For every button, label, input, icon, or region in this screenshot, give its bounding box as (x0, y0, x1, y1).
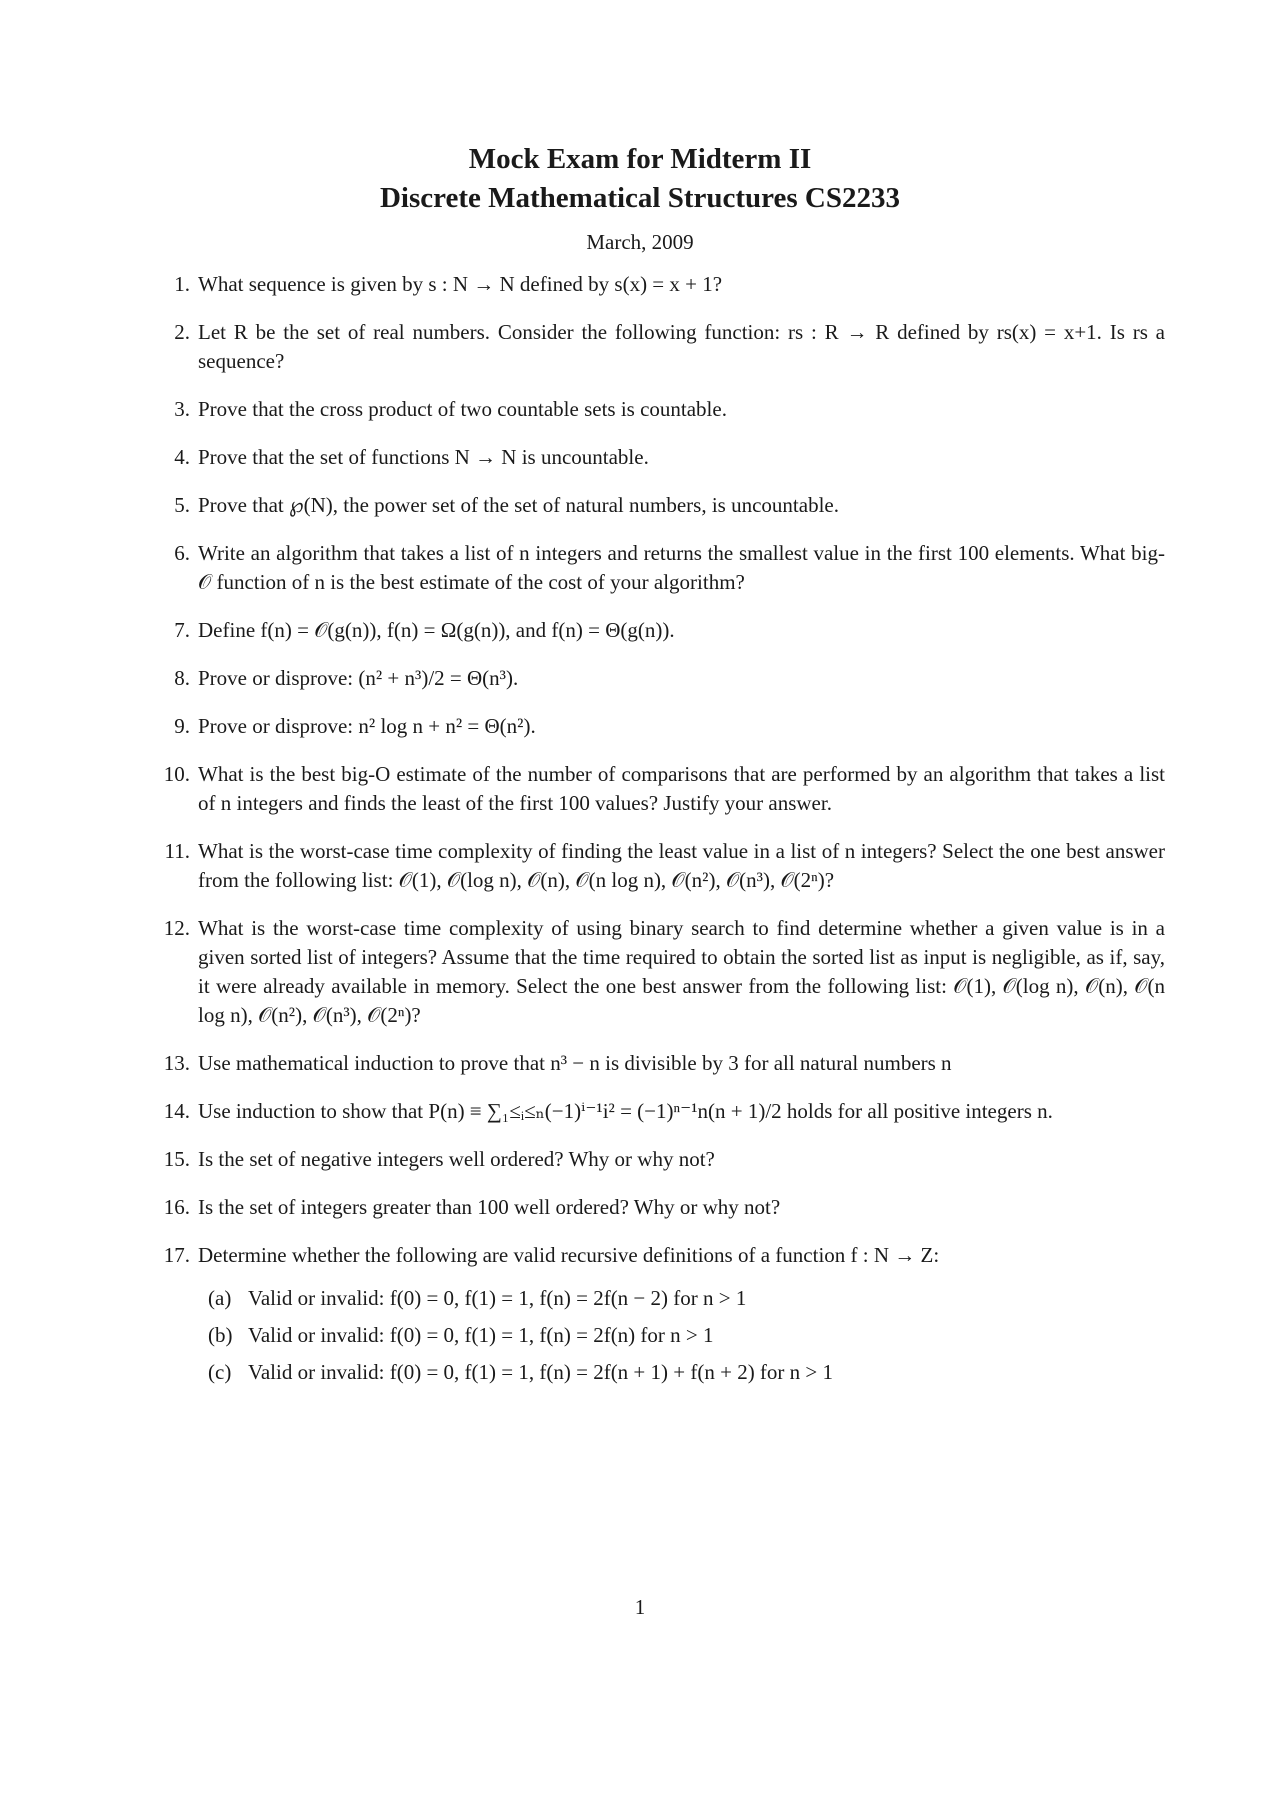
question-number: 1. (174, 272, 190, 296)
subquestion-label: (c) (208, 1360, 232, 1384)
question-item (150, 539, 1165, 597)
question-item (150, 914, 1165, 1030)
question-text: What is the worst-case time complexity of finding the least value in a list of n integers? Select the one best answer from the following list: 𝒪(1), 𝒪(log n), 𝒪(n), 𝒪(n log n), 𝒪(n²), 𝒪(n³), 𝒪(2ⁿ)? (198, 839, 1165, 892)
question-text: Is the set of negative integers well ordered? Why or why not? (198, 1147, 715, 1171)
question-number: 11. (164, 839, 190, 863)
course-title: Discrete Mathematical Structures CS2233 (379, 182, 900, 214)
subquestion-item (198, 1317, 1165, 1354)
question-item (150, 1193, 1165, 1222)
question-text: Is the set of integers greater than 100 well ordered? Why or why not? (198, 1195, 781, 1219)
subquestion-text: Valid or invalid: f(0) = 0, f(1) = 1, f(n) = 2f(n − 2) for n > 1 (248, 1286, 747, 1310)
question-item (150, 443, 1165, 472)
question-item (150, 1241, 1165, 1391)
subquestion-text: Valid or invalid: f(0) = 0, f(1) = 1, f(n) = 2f(n + 1) + f(n + 2) for n > 1 (248, 1360, 834, 1384)
question-text: Prove that ℘(N), the power set of the set of natural numbers, is uncountable. (198, 493, 839, 517)
question-list (150, 270, 1165, 1391)
question-item (150, 491, 1165, 520)
question-number: 3. (174, 397, 190, 421)
question-text: Prove that the cross product of two countable sets is countable. (198, 397, 727, 421)
question-number: 14. (163, 1099, 190, 1123)
question-text: Prove or disprove: n² log n + n² = Θ(n²). (198, 714, 536, 738)
question-item (150, 837, 1165, 895)
subquestion-item (198, 1280, 1165, 1317)
subquestion-text: Valid or invalid: f(0) = 0, f(1) = 1, f(n) = 2f(n) for n > 1 (248, 1323, 714, 1347)
question-number: 9. (174, 714, 190, 738)
question-item (150, 664, 1165, 693)
subquestion-list (198, 1280, 1165, 1391)
question-item (150, 270, 1165, 299)
question-text: Write an algorithm that takes a list of n integers and returns the smallest value in the first 100 elements. What big-𝒪 function of n is the best estimate of the cost of your algorithm? (198, 541, 1165, 594)
question-number: 17. (163, 1243, 190, 1267)
question-number: 15. (163, 1147, 190, 1171)
question-number: 7. (174, 618, 190, 642)
question-item (150, 318, 1165, 376)
question-number: 2. (174, 320, 190, 344)
question-number: 8. (174, 666, 190, 690)
question-text: Prove that the set of functions N → N is uncountable. (198, 445, 649, 469)
question-text: What sequence is given by s : N → N defined by s(x) = x + 1? (198, 272, 723, 296)
question-text: Let R be the set of real numbers. Consider the following function: rs : R → R defined by rs(x) = x+1. Is rs a sequence? (198, 320, 1165, 373)
question-text: Use induction to show that P(n) ≡ ∑₁≤ᵢ≤ₙ(−1)ⁱ⁻¹i² = (−1)ⁿ⁻¹n(n + 1)/2 holds for all positive integers n. (198, 1099, 1053, 1123)
question-item (150, 712, 1165, 741)
question-text: What is the worst-case time complexity of using binary search to find determine whether a given value is in a given sorted list of integers? Assume that the time required to obtain the sorted list as input is negligible, as if, say, it were already available in memory. Select the one best answer from the following list: 𝒪(1), 𝒪(log n), 𝒪(n), 𝒪(n log n), 𝒪(n²), 𝒪(n³), 𝒪(2ⁿ)? (198, 916, 1165, 1027)
question-number: 6. (174, 541, 190, 565)
question-item (150, 395, 1165, 424)
question-number: 5. (174, 493, 190, 517)
question-item (150, 1049, 1165, 1078)
question-number: 13. (163, 1051, 190, 1075)
subquestion-label: (b) (208, 1323, 233, 1347)
question-item (150, 1097, 1165, 1126)
question-number: 16. (163, 1195, 190, 1219)
page-number: 1 (634, 1595, 646, 1619)
question-text: What is the best big-O estimate of the number of comparisons that are performed by an algorithm that takes a list of n integers and finds the least of the first 100 values? Justify your answer. (198, 762, 1165, 815)
question-number: 12. (163, 916, 190, 940)
exam-title: Mock Exam for Midterm II (468, 143, 812, 175)
exam-date: March, 2009 (586, 230, 694, 254)
subquestion-label: (a) (208, 1286, 232, 1310)
question-item (150, 1145, 1165, 1174)
question-item (150, 760, 1165, 818)
question-text: Determine whether the following are valid recursive definitions of a function f : N → Z: (198, 1243, 940, 1267)
question-text: Define f(n) = 𝒪(g(n)), f(n) = Ω(g(n)), and f(n) = Θ(g(n)). (198, 618, 675, 642)
question-number: 4. (174, 445, 190, 469)
question-text: Prove or disprove: (n² + n³)/2 = Θ(n³). (198, 666, 519, 690)
subquestion-item (198, 1354, 1165, 1391)
question-item (150, 616, 1165, 645)
question-text: Use mathematical induction to prove that n³ − n is divisible by 3 for all natural numbers n (198, 1051, 952, 1075)
question-number: 10. (163, 762, 190, 786)
